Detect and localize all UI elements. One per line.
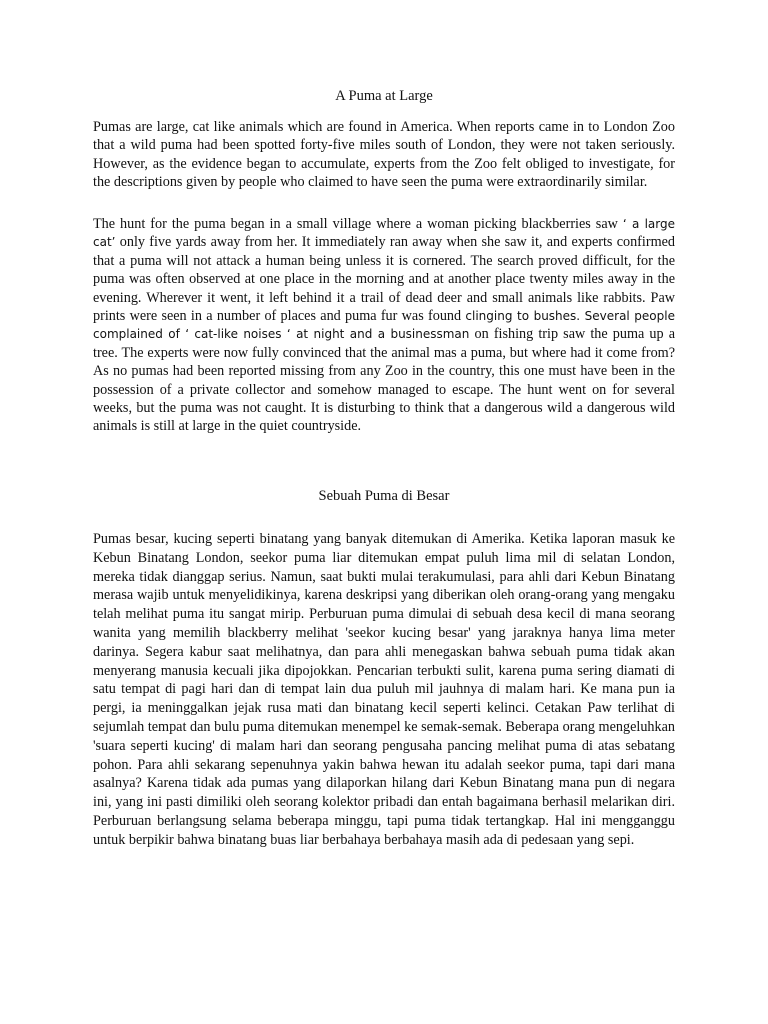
english-paragraph-1: Pumas are large, cat like animals which are found in America. When reports came in to London Zoo that a wild puma had been spotted forty-five miles south of London, they were not taken seriously. However, as the evidence began to accumulate, experts from the Zoo felt obliged to investigate, for the descriptions given by people who claimed to have seen the puma were extraordinarily similar.	[93, 119, 675, 191]
english-paragraph-2-part-1: The hunt for the puma began in a small village where a woman picking blackberries saw	[93, 216, 618, 232]
indonesian-title: Sebuah Puma di Besar	[318, 488, 450, 504]
english-paragraph-2-part-3: only five yards away from her. It immediately ran away when she saw it, and experts confirmed that a puma will not attack a human being unless it is cornered. The search proved difficult, for the puma was often observed at one place in the morning and at another place twenty miles away in the evening. Wherever it went, it left behind it a trail of dead deer and small animals like rabbits. Paw prints were seen in a number of places and puma fur was found	[93, 234, 676, 325]
english-paragraph-2-part-5: on fishing trip saw the puma up a tree. The experts were now fully convinced that the animal mas a puma, but where had it come from? As no pumas had been reported missing from any Zoo in the country, this one must have been in the possession of a private collector and somehow managed to escape. The hunt went on for several weeks, but the puma was not caught. It is disturbing to think that a dangerous wild a dangerous wild animals is still at large in the quiet countryside.	[93, 326, 676, 435]
english-paragraph-2-quote: ‘ a large cat’	[93, 217, 675, 250]
english-paragraph-2	[93, 215, 675, 436]
english-paragraph-2-part-4: clinging to bushes. Several people complained of ‘ cat-like noises ‘ at night and a businessman	[93, 309, 675, 342]
indonesian-paragraph-1: Pumas besar, kucing seperti binatang yang banyak ditemukan di Amerika. Ketika laporan masuk ke Kebun Binatang London, seekor puma liar ditemukan empat puluh lima mil di selatan London, mereka tidak dianggap serius. Namun, saat bukti mulai terakumulasi, para ahli dari Kebun Binatang merasa wajib untuk menyelidikinya, karena deskripsi yang diberikan oleh orang-orang yang mengaku telah melihat puma itu sangat mirip. Perburuan puma dimulai di sebuah desa kecil di mana seorang wanita yang memilih blackberry melihat 'seekor kucing besar' yang jaraknya hanya lima meter darinya. Segera kabur saat melihatnya, dan para ahli menegaskan bahwa sebuah puma tidak akan menyerang manusia kecuali jika dipojokkan. Pencarian terbukti sulit, karena puma sering diamati di satu tempat di pagi hari dan di tempat lain dua puluh mil jauhnya di malam hari. Ke mana pun ia pergi, ia meninggalkan jejak rusa mati dan binatang kecil seperti kelinci. Cetakan Paw terlihat di sejumlah tempat dan bulu puma ditemukan menempel ke semak-semak. Beberapa orang mengeluhkan 'suara seperti kucing' di malam hari dan seorang pengusaha pancing melihat puma di atas sebatang pohon. Para ahli sekarang sepenuhnya yakin bahwa hewan itu adalah seekor puma, tapi dari mana asalnya? Karena tidak ada pumas yang dilaporkan hilang dari Kebun Binatang mana pun di negara ini, yang ini pasti dimiliki oleh seorang kolektor pribadi dan entah bagaimana berhasil melarikan diri. Perburuan berlangsung selama beberapa minggu, tapi puma tidak tertangkap. Hal ini mengganggu untuk berpikir bahwa binatang buas liar berbahaya berbahaya masih ada di pedesaan yang sepi.	[93, 531, 675, 848]
english-title: A Puma at Large	[335, 88, 433, 104]
